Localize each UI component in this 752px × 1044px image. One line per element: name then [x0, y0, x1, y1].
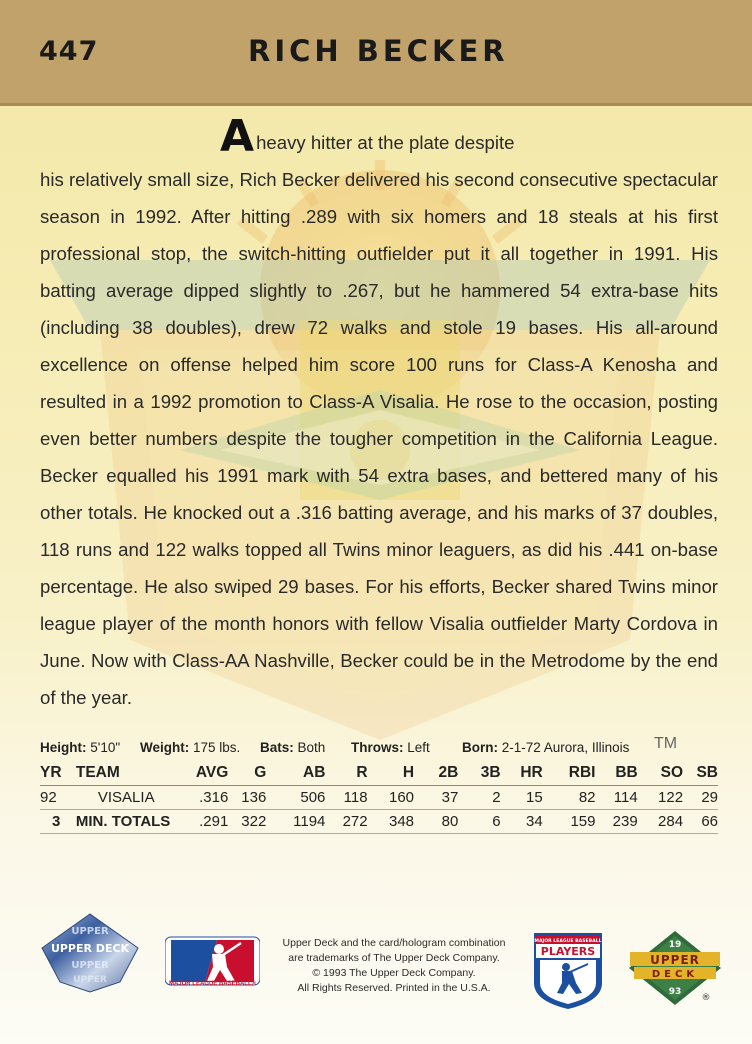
cell-h: 160 [368, 786, 414, 810]
svg-text:UPPER: UPPER [71, 926, 109, 937]
legal-line: are trademarks of The Upper Deck Company. [288, 952, 500, 964]
col-header-sb: SB [683, 762, 718, 786]
cell-avg: .316 [176, 786, 229, 810]
cell-g: 322 [228, 810, 266, 834]
throws-field [351, 740, 430, 755]
weight-field [140, 740, 240, 755]
cell-r: 118 [325, 786, 367, 810]
legal-notice [268, 936, 520, 996]
col-header-avg: AVG [176, 762, 229, 786]
cell-team: MIN. TOTALS [76, 810, 176, 834]
throws-label: Throws: [351, 740, 404, 755]
cell-hr: 34 [501, 810, 543, 834]
upper-deck-hologram [40, 912, 140, 994]
cell-sb: 66 [683, 810, 718, 834]
cell-2b: 80 [414, 810, 458, 834]
bio-opening-text: heavy hitter at the plate despite [256, 132, 515, 153]
cell-yr: 3 [40, 810, 76, 834]
ud-year-top: 19 [668, 940, 682, 950]
players-top-text: MAJOR LEAGUE BASEBALL [534, 939, 602, 944]
ud-word-deck: DECK [651, 969, 699, 980]
height-label: Height: [40, 740, 87, 755]
card-number: 447 [39, 36, 99, 67]
player-biography [40, 111, 718, 716]
born-field [462, 740, 629, 755]
ud-registered-mark: ® [701, 993, 711, 1003]
cell-bb: 239 [596, 810, 638, 834]
col-header-rbi: RBI [543, 762, 596, 786]
bats-label: Bats: [260, 740, 294, 755]
ud-year-bottom: 93 [668, 987, 682, 997]
born-label: Born: [462, 740, 498, 755]
born-value: 2-1-72 Aurora, Illinois [501, 740, 630, 755]
cell-avg: .291 [176, 810, 229, 834]
cell-team: VISALIA [76, 786, 176, 810]
col-header-yr: YR [40, 762, 76, 786]
height-value: 5'10" [90, 740, 121, 755]
weight-label: Weight: [140, 740, 190, 755]
col-header-so: SO [638, 762, 683, 786]
cell-bb: 114 [596, 786, 638, 810]
stats-header-row [40, 762, 718, 786]
bio-body-text: his relatively small size, Rich Becker delivered his second consecutive spectacular season in 1992. After hitting .289 with six homers and 18 steals at his first professional stop, the switch-hitting outfielder put it all together in 1991. His batting average dipped slightly to .267, but he hammered 54 extra-base hits (including 38 doubles), drew 72 walks and stole 19 bases. His all-around excellence on offense helped him score 100 runs for Class-A Kenosha and resulted in a 1992 promotion to Class-A Visalia. He rose to the occasion, posting even better numbers despite the tougher competition in the California League. Becker equalled his 1991 mark with 54 extra bases, and bettered many of his other totals. He knocked out a .316 batting average, and his marks of 37 doubles, 118 runs and 122 walks topped all Twins minor leaguers, as did his .441 on-base percentage. He also swiped 29 bases. For his efforts, Becker shared Twins minor league player of the month honors with fellow Visalia outfielder Marty Cordova in June. Now with Class-AA Nashville, Becker could be in the Metrodome by the end of the year. [40, 169, 718, 708]
col-header-g: G [228, 762, 266, 786]
bats-field [260, 740, 325, 755]
trademark-mark: TM [654, 735, 678, 752]
col-header-ab: AB [266, 762, 325, 786]
players-label: PLAYERS [540, 945, 596, 958]
col-header-3b: 3B [458, 762, 500, 786]
legal-line: All Rights Reserved. Printed in the U.S.A. [297, 982, 491, 994]
mlb-caption: MAJOR LEAGUE BASEBALL® [168, 981, 257, 987]
legal-line: Upper Deck and the card/hologram combination [282, 937, 506, 949]
mlb-players-logo-icon [532, 931, 604, 1011]
cell-sb: 29 [683, 786, 718, 810]
bats-value: Both [297, 740, 326, 755]
weight-value: 175 lbs. [193, 740, 241, 755]
stats-table [40, 762, 718, 834]
drop-cap: A [220, 111, 255, 162]
height-field [40, 740, 120, 755]
hologram-text: UPPER DECK [50, 942, 130, 955]
cell-g: 136 [228, 786, 266, 810]
legal-line: © 1993 The Upper Deck Company. [312, 967, 476, 979]
cell-yr: 92 [40, 786, 76, 810]
card-header [0, 0, 752, 106]
col-header-2b: 2B [414, 762, 458, 786]
col-header-bb: BB [596, 762, 638, 786]
cell-ab: 1194 [266, 810, 325, 834]
cell-ab: 506 [266, 786, 325, 810]
throws-value: Left [407, 740, 430, 755]
cell-rbi: 82 [543, 786, 596, 810]
cell-3b: 6 [458, 810, 500, 834]
cell-r: 272 [325, 810, 367, 834]
cell-3b: 2 [458, 786, 500, 810]
col-header-r: R [325, 762, 367, 786]
cell-so: 122 [638, 786, 683, 810]
cell-hr: 15 [501, 786, 543, 810]
ud-word-upper: UPPER [650, 953, 700, 967]
cell-so: 284 [638, 810, 683, 834]
col-header-hr: HR [501, 762, 543, 786]
svg-text:UPPER: UPPER [71, 960, 109, 971]
cell-h: 348 [368, 810, 414, 834]
player-name: RICH BECKER [248, 34, 509, 68]
cell-2b: 37 [414, 786, 458, 810]
col-header-h: H [368, 762, 414, 786]
stats-row-totals [40, 810, 718, 834]
bio-first-line [40, 111, 718, 162]
svg-text:UPPER: UPPER [73, 975, 107, 985]
col-header-team: TEAM [76, 762, 176, 786]
cell-rbi: 159 [543, 810, 596, 834]
upper-deck-1993-logo-icon [628, 930, 722, 1006]
stats-row-season [40, 786, 718, 810]
